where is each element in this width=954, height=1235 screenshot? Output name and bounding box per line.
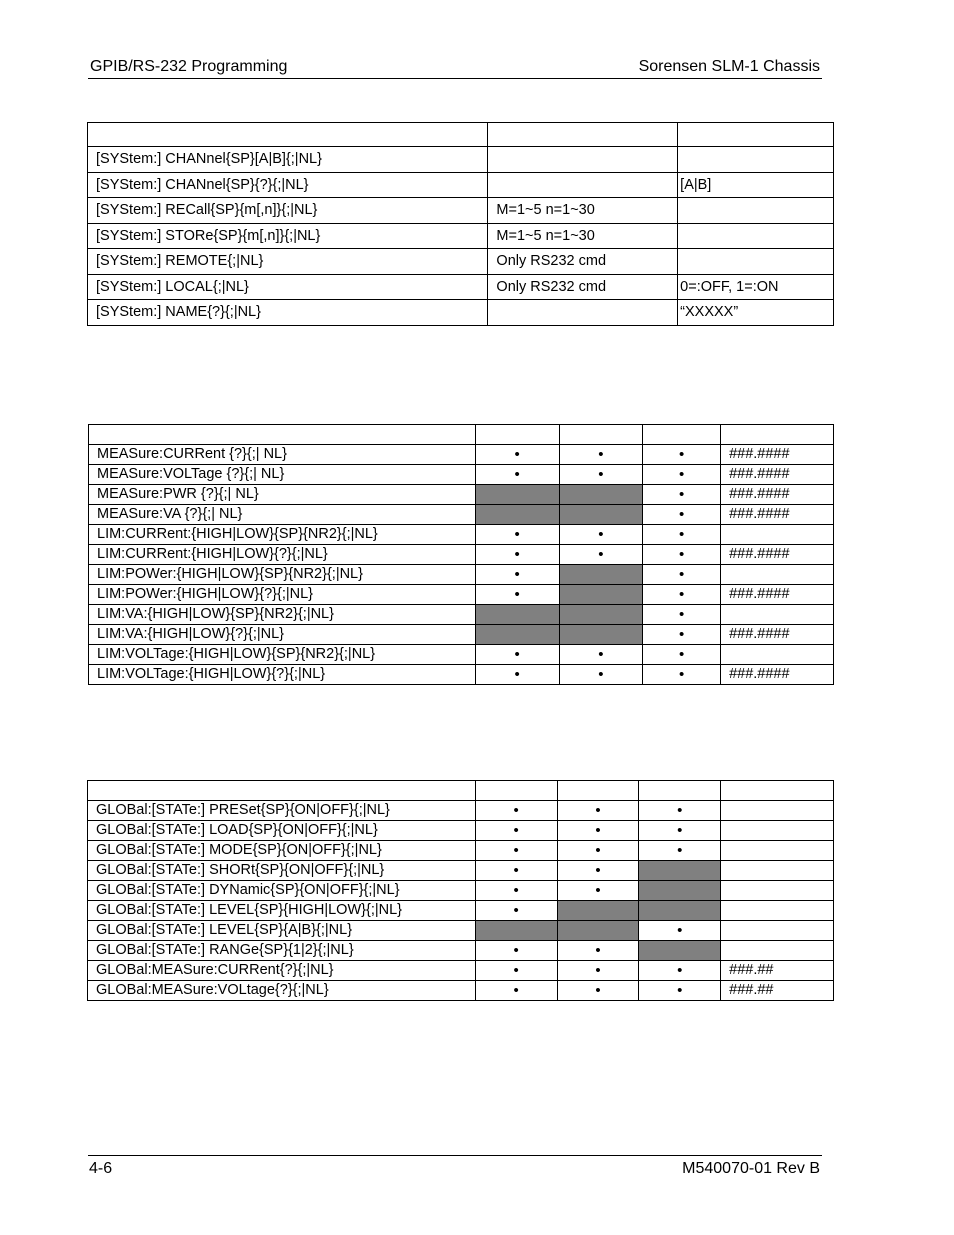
return-format-cell: ###.#### [721,625,834,645]
supported-cell [557,961,639,981]
supported-cell [475,465,559,485]
not-supported-cell [557,901,639,921]
supported-cell [643,565,721,585]
return-format-cell [721,801,834,821]
bullet-mark: • [513,941,519,959]
bullet-mark: • [514,565,520,583]
command-cell: LIM:CURRent:{HIGH|LOW}{?}{;|NL} [89,545,476,565]
page-header [88,56,822,79]
command-cell: GLOBal:[STATe:] PRESet{SP}{ON|OFF}{;|NL} [88,801,476,821]
return-format-cell: ###.#### [721,585,834,605]
header-product-title: Sorensen SLM-1 Chassis [638,58,820,75]
global-commands-table [87,780,834,1001]
supported-cell [475,665,559,685]
supported-cell [557,881,639,901]
table-row [88,981,834,1001]
bullet-mark: • [595,961,601,979]
parameter-cell [488,172,678,198]
bullet-mark: • [595,861,601,879]
supported-cell [557,941,639,961]
table-row [89,645,834,665]
command-cell: LIM:VOLTage:{HIGH|LOW}{?}{;|NL} [89,665,476,685]
table-header-row [88,781,834,801]
table-row [88,921,834,941]
bullet-mark: • [513,881,519,899]
bullet-mark: • [598,525,604,543]
bullet-mark: • [679,585,685,603]
bullet-mark: • [598,465,604,483]
bullet-mark: • [598,665,604,683]
bullet-mark: • [514,545,520,563]
command-cell: MEASure:VA {?}{;| NL} [89,505,476,525]
table-row [89,505,834,525]
return-format-cell [721,645,834,665]
bullet-mark: • [677,981,683,999]
supported-cell [559,445,643,465]
supported-cell [557,981,639,1001]
not-supported-cell [559,625,643,645]
supported-cell [475,881,557,901]
table-row [89,605,834,625]
not-supported-cell [559,485,643,505]
supported-cell [559,525,643,545]
parameter-cell: Only RS232 cmd [488,274,678,300]
return-format-cell [721,821,834,841]
bullet-mark: • [598,645,604,663]
return-format-cell: ###.## [721,981,834,1001]
bullet-mark: • [598,445,604,463]
return-cell: [A|B] [678,172,834,198]
bullet-mark: • [679,465,685,483]
bullet-mark: • [595,801,601,819]
not-supported-cell [559,505,643,525]
table-row [89,465,834,485]
bullet-mark: • [513,901,519,919]
supported-cell [639,821,721,841]
bullet-mark: • [514,525,520,543]
system-commands-table [87,122,834,326]
command-cell: MEASure:VOLTage {?}{;| NL} [89,465,476,485]
not-supported-cell [559,605,643,625]
table-row [89,445,834,465]
table-row [88,961,834,981]
not-supported-cell [475,485,559,505]
command-cell: MEASure:CURRent {?}{;| NL} [89,445,476,465]
return-format-cell [721,881,834,901]
command-cell: [SYStem:] STORe{SP}{m[,n]}{;|NL} [88,223,488,249]
supported-cell [559,465,643,485]
supported-cell [639,841,721,861]
supported-cell [643,645,721,665]
return-cell: “XXXXX” [678,300,834,326]
supported-cell [643,545,721,565]
table-row [89,565,834,585]
command-cell: GLOBal:[STATe:] RANGe{SP}{1|2}{;|NL} [88,941,476,961]
command-cell: LIM:POWer:{HIGH|LOW}{?}{;|NL} [89,585,476,605]
bullet-mark: • [679,665,685,683]
supported-cell [475,981,557,1001]
command-cell: [SYStem:] RECall{SP}{m[,n]}{;|NL} [88,198,488,224]
command-cell: LIM:VA:{HIGH|LOW}{SP}{NR2}{;|NL} [89,605,476,625]
header-section-title: GPIB/RS-232 Programming [90,58,288,75]
bullet-mark: • [514,665,520,683]
command-cell: MEASure:PWR {?}{;| NL} [89,485,476,505]
supported-cell [475,901,557,921]
return-format-cell: ###.#### [721,445,834,465]
supported-cell [643,585,721,605]
bullet-mark: • [514,585,520,603]
supported-cell [475,821,557,841]
return-cell [678,198,834,224]
supported-cell [643,505,721,525]
command-cell: LIM:VA:{HIGH|LOW}{?}{;|NL} [89,625,476,645]
bullet-mark: • [514,465,520,483]
bullet-mark: • [679,545,685,563]
bullet-mark: • [598,545,604,563]
not-supported-cell [639,941,721,961]
document-revision: M540070-01 Rev B [682,1160,820,1177]
table-row [88,198,834,224]
command-cell: [SYStem:] CHANnel{SP}[A|B]{;|NL} [88,147,488,173]
bullet-mark: • [679,445,685,463]
command-cell: GLOBal:[STATe:] LEVEL{SP}{HIGH|LOW}{;|NL} [88,901,476,921]
bullet-mark: • [679,605,685,623]
table-row [88,821,834,841]
bullet-mark: • [513,861,519,879]
return-format-cell: ###.#### [721,485,834,505]
return-cell: 0=:OFF, 1=:ON [678,274,834,300]
supported-cell [639,981,721,1001]
supported-cell [559,645,643,665]
table-row [88,300,834,326]
command-cell: GLOBal:[STATe:] LOAD{SP}{ON|OFF}{;|NL} [88,821,476,841]
parameter-cell [488,147,678,173]
table-row [88,881,834,901]
return-format-cell [721,901,834,921]
not-supported-cell [559,565,643,585]
return-format-cell [721,525,834,545]
return-format-cell: ###.#### [721,545,834,565]
command-cell: LIM:POWer:{HIGH|LOW}{SP}{NR2}{;|NL} [89,565,476,585]
bullet-mark: • [595,941,601,959]
bullet-mark: • [679,485,685,503]
bullet-mark: • [677,801,683,819]
supported-cell [557,801,639,821]
return-format-cell: ###.#### [721,665,834,685]
command-cell: LIM:VOLTage:{HIGH|LOW}{SP}{NR2}{;|NL} [89,645,476,665]
table-row [88,841,834,861]
table-row [88,172,834,198]
not-supported-cell [639,861,721,881]
supported-cell [557,821,639,841]
bullet-mark: • [513,961,519,979]
supported-cell [643,605,721,625]
table-row [88,861,834,881]
table-row [88,801,834,821]
return-format-cell [721,861,834,881]
table-row [89,545,834,565]
supported-cell [643,465,721,485]
not-supported-cell [475,921,557,941]
not-supported-cell [475,625,559,645]
bullet-mark: • [513,841,519,859]
return-format-cell: ###.## [721,961,834,981]
return-cell [678,249,834,275]
table-row [88,901,834,921]
supported-cell [475,801,557,821]
supported-cell [475,525,559,545]
bullet-mark: • [679,565,685,583]
table-row [88,941,834,961]
bullet-mark: • [514,645,520,663]
bullet-mark: • [679,625,685,643]
not-supported-cell [639,881,721,901]
bullet-mark: • [513,821,519,839]
table-row [89,485,834,505]
bullet-mark: • [679,645,685,663]
command-cell: GLOBal:[STATe:] LEVEL{SP}{A|B}{;|NL} [88,921,476,941]
command-cell: [SYStem:] NAME{?}{;|NL} [88,300,488,326]
parameter-cell [488,300,678,326]
not-supported-cell [639,901,721,921]
page-number: 4-6 [89,1160,113,1177]
table-row [89,525,834,545]
not-supported-cell [475,605,559,625]
return-cell [678,147,834,173]
supported-cell [475,941,557,961]
command-cell: [SYStem:] REMOTE{;|NL} [88,249,488,275]
supported-cell [639,921,721,941]
supported-cell [475,545,559,565]
command-cell: [SYStem:] CHANnel{SP}{?}{;|NL} [88,172,488,198]
supported-cell [475,841,557,861]
parameter-cell: M=1~5 n=1~30 [488,198,678,224]
table-row [88,249,834,275]
table-header-row [89,425,834,445]
bullet-mark: • [677,921,683,939]
supported-cell [643,445,721,465]
supported-cell [643,485,721,505]
command-cell: [SYStem:] LOCAL{;|NL} [88,274,488,300]
bullet-mark: • [595,841,601,859]
table-row [88,223,834,249]
supported-cell [475,645,559,665]
return-format-cell: ###.#### [721,465,834,485]
bullet-mark: • [679,505,685,523]
supported-cell [643,665,721,685]
command-cell: LIM:CURRent:{HIGH|LOW}{SP}{NR2}{;|NL} [89,525,476,545]
supported-cell [643,525,721,545]
command-cell: GLOBal:[STATe:] SHORt{SP}{ON|OFF}{;|NL} [88,861,476,881]
supported-cell [639,801,721,821]
command-cell: GLOBal:[STATe:] MODE{SP}{ON|OFF}{;|NL} [88,841,476,861]
return-format-cell [721,941,834,961]
supported-cell [557,841,639,861]
not-supported-cell [557,921,639,941]
supported-cell [639,961,721,981]
not-supported-cell [475,505,559,525]
supported-cell [475,445,559,465]
not-supported-cell [559,585,643,605]
bullet-mark: • [677,821,683,839]
table-row [88,147,834,173]
bullet-mark: • [677,961,683,979]
parameter-cell: M=1~5 n=1~30 [488,223,678,249]
supported-cell [643,625,721,645]
table-header-row [88,123,834,147]
bullet-mark: • [677,841,683,859]
command-cell: GLOBal:MEASure:CURRent{?}{;|NL} [88,961,476,981]
command-cell: GLOBal:MEASure:VOLtage{?}{;|NL} [88,981,476,1001]
supported-cell [557,861,639,881]
bullet-mark: • [595,821,601,839]
table-row [89,625,834,645]
bullet-mark: • [595,981,601,999]
command-cell: GLOBal:[STATe:] DYNamic{SP}{ON|OFF}{;|NL} [88,881,476,901]
bullet-mark: • [514,445,520,463]
supported-cell [475,961,557,981]
bullet-mark: • [513,981,519,999]
bullet-mark: • [679,525,685,543]
return-format-cell [721,605,834,625]
return-format-cell [721,921,834,941]
return-format-cell [721,565,834,585]
return-format-cell: ###.#### [721,505,834,525]
measure-limit-commands-table [88,424,834,685]
supported-cell [475,565,559,585]
return-cell [678,223,834,249]
table-row [89,585,834,605]
table-row [89,665,834,685]
supported-cell [475,585,559,605]
supported-cell [475,861,557,881]
supported-cell [559,665,643,685]
bullet-mark: • [595,881,601,899]
table-row [88,274,834,300]
supported-cell [559,545,643,565]
return-format-cell [721,841,834,861]
parameter-cell: Only RS232 cmd [488,249,678,275]
bullet-mark: • [513,801,519,819]
page-footer [88,1155,822,1177]
